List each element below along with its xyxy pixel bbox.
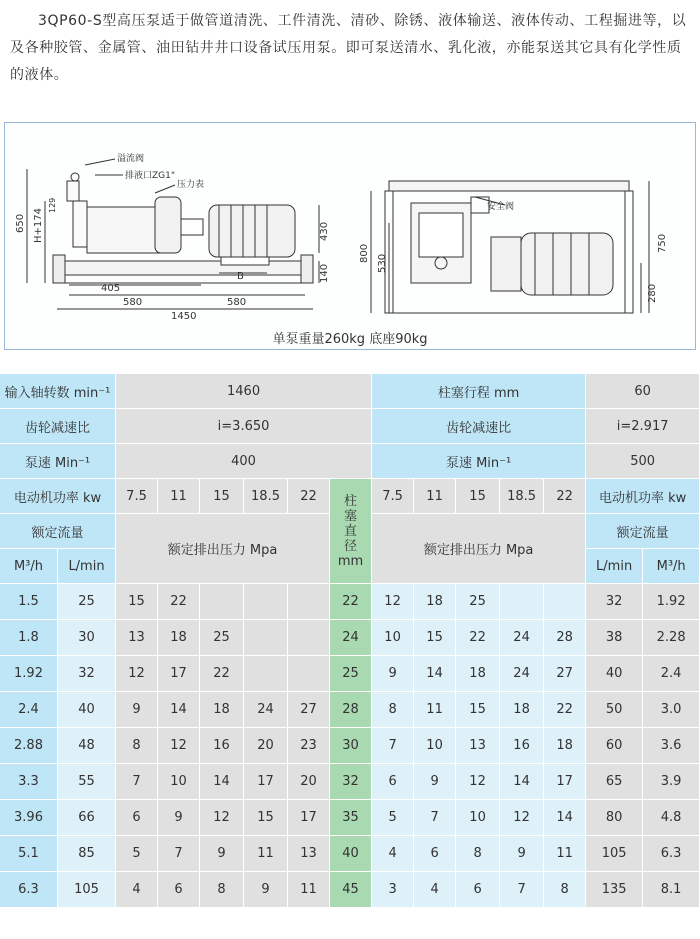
pressure-left: 10 (158, 764, 200, 800)
pressure-left (288, 656, 330, 692)
left-value: 1460 (116, 374, 372, 409)
flow-m3h-left: 1.8 (0, 620, 58, 656)
pressure-right: 9 (372, 656, 414, 692)
plunger-diameter: 32 (330, 764, 372, 800)
pressure-left: 7 (116, 764, 158, 800)
pump-drawing (4, 122, 696, 350)
table-row (0, 800, 700, 836)
power-value: 22 (288, 479, 330, 514)
pressure-left: 18 (200, 692, 244, 728)
pressure-left: 9 (244, 872, 288, 908)
pressure-left: 17 (158, 656, 200, 692)
pressure-left (244, 620, 288, 656)
left-value: i=3.650 (116, 409, 372, 444)
plunger-char: 直 (344, 523, 358, 539)
right-label: 柱塞行程 mm (372, 374, 586, 409)
pressure-right: 24 (500, 656, 544, 692)
rated-flow-left: 额定流量 (0, 514, 116, 549)
pressure-left: 6 (116, 800, 158, 836)
pressure-right: 10 (456, 800, 500, 836)
flow-lmin-right: 65 (586, 764, 643, 800)
left-label: 齿轮减速比 (0, 409, 116, 444)
plunger-diameter: 30 (330, 728, 372, 764)
pressure-right: 7 (372, 728, 414, 764)
pressure-left: 27 (288, 692, 330, 728)
flow-m3h-right: 2.28 (643, 620, 700, 656)
pressure-left: 18 (158, 620, 200, 656)
flow-m3h-left: 3.96 (0, 800, 58, 836)
flow-lmin-left: 32 (58, 656, 116, 692)
dim-129: 129 (48, 197, 57, 213)
pressure-right: 10 (414, 728, 456, 764)
pressure-right: 24 (500, 620, 544, 656)
table-row (0, 620, 700, 656)
power-value: 11 (158, 479, 200, 514)
pressure-left (244, 584, 288, 620)
pressure-left: 13 (116, 620, 158, 656)
header-row-pump-speed (0, 444, 700, 479)
pressure-left: 25 (200, 620, 244, 656)
header-row-ratio (0, 409, 700, 444)
plunger-diameter: 28 (330, 692, 372, 728)
pressure-left (288, 620, 330, 656)
label-safety-valve: 安全阀 (487, 202, 515, 212)
power-label-right: 电动机功率 kw (586, 479, 700, 514)
pressure-right: 18 (544, 728, 586, 764)
table-row (0, 656, 700, 692)
drawing-caption: 单泵重量260kg 底座90kg (272, 332, 428, 347)
plunger-char: mm (337, 553, 364, 569)
pressure-right: 8 (372, 692, 414, 728)
flow-m3h-right: 3.9 (643, 764, 700, 800)
dim-530: 530 (377, 253, 388, 273)
flow-lmin-right: 105 (586, 836, 643, 872)
dim-430: 430 (319, 221, 330, 241)
pressure-left (244, 656, 288, 692)
pressure-right: 6 (456, 872, 500, 908)
intro-paragraph: 3QP60-S型高压泵适于做管道清洗、工件清洗、清砂、除锈、液体输送、液体传动、工程掘进等，以及各种胶管、金属管、油田钻井井口设备试压用泵。即可泵送清水、乳化液，亦能泵送其它具有化学性质的液体。 (10, 13, 687, 83)
pressure-right: 16 (500, 728, 544, 764)
table-row (0, 584, 700, 620)
dim-750: 750 (657, 233, 668, 253)
pressure-left: 17 (288, 800, 330, 836)
pressure-right: 14 (414, 656, 456, 692)
plunger-diameter: 22 (330, 584, 372, 620)
dim-405: 405 (101, 283, 121, 294)
right-value: 60 (586, 374, 700, 409)
dim-580-right: 580 (227, 297, 247, 308)
pressure-left: 20 (244, 728, 288, 764)
plunger-diameter: 24 (330, 620, 372, 656)
rated-pressure-right: 额定排出压力 Mpa (372, 514, 586, 584)
pressure-right: 15 (414, 620, 456, 656)
flow-m3h-right: 3.0 (643, 692, 700, 728)
table-row (0, 692, 700, 728)
rated-flow-right: 额定流量 (586, 514, 700, 549)
pressure-right: 4 (414, 872, 456, 908)
flow-lmin-left: 40 (58, 692, 116, 728)
right-label: 泵速 Min⁻¹ (372, 444, 586, 479)
pressure-left: 16 (200, 728, 244, 764)
flow-lmin-right: 32 (586, 584, 643, 620)
flow-m3h-left: 6.3 (0, 872, 58, 908)
flow-lmin-left: 55 (58, 764, 116, 800)
pressure-right: 8 (544, 872, 586, 908)
pressure-right: 11 (414, 692, 456, 728)
pressure-right: 7 (414, 800, 456, 836)
left-label: 输入轴转数 min⁻¹ (0, 374, 116, 409)
flow-lmin-left: 105 (58, 872, 116, 908)
pressure-right: 11 (544, 836, 586, 872)
pressure-right: 7 (500, 872, 544, 908)
pressure-right: 9 (500, 836, 544, 872)
flow-m3h-right: 1.92 (643, 584, 700, 620)
pressure-left: 22 (158, 584, 200, 620)
pressure-left: 7 (158, 836, 200, 872)
pressure-left: 6 (158, 872, 200, 908)
pressure-right: 18 (414, 584, 456, 620)
pressure-left: 12 (158, 728, 200, 764)
unit-lmin: L/min (586, 549, 643, 584)
plunger-diameter: 35 (330, 800, 372, 836)
pressure-left: 9 (158, 800, 200, 836)
pressure-left (200, 584, 244, 620)
flow-m3h-left: 2.88 (0, 728, 58, 764)
pressure-right: 22 (544, 692, 586, 728)
flow-m3h-left: 3.3 (0, 764, 58, 800)
power-value: 18.5 (244, 479, 288, 514)
pressure-right: 17 (544, 764, 586, 800)
power-value: 15 (200, 479, 244, 514)
pressure-right: 14 (500, 764, 544, 800)
pressure-left: 9 (200, 836, 244, 872)
left-label: 泵速 Min⁻¹ (0, 444, 116, 479)
dim-h174: H+174 (33, 208, 44, 243)
flow-m3h-right: 6.3 (643, 836, 700, 872)
label-outlet: 排液口ZG1" (125, 171, 176, 181)
pressure-left: 11 (244, 836, 288, 872)
plunger-diameter-header (330, 479, 372, 584)
dim-800: 800 (359, 243, 370, 263)
power-value: 7.5 (372, 479, 414, 514)
flow-lmin-left: 66 (58, 800, 116, 836)
dim-280: 280 (647, 283, 658, 303)
power-value: 15 (456, 479, 500, 514)
table-row (0, 872, 700, 908)
pressure-left: 23 (288, 728, 330, 764)
pressure-left: 24 (244, 692, 288, 728)
flow-lmin-left: 30 (58, 620, 116, 656)
drawing-svg (5, 123, 695, 323)
pressure-right (544, 584, 586, 620)
plunger-char: 塞 (344, 508, 358, 524)
flow-lmin-right: 135 (586, 872, 643, 908)
pressure-left: 12 (116, 656, 158, 692)
right-label: 齿轮减速比 (372, 409, 586, 444)
pressure-right: 12 (456, 764, 500, 800)
flow-lmin-left: 48 (58, 728, 116, 764)
pressure-left: 8 (116, 728, 158, 764)
pressure-right: 4 (372, 836, 414, 872)
rated-pressure-left: 额定排出压力 Mpa (116, 514, 330, 584)
pressure-right: 22 (456, 620, 500, 656)
pressure-right: 28 (544, 620, 586, 656)
dim-580-left: 580 (123, 297, 143, 308)
flow-lmin-left: 25 (58, 584, 116, 620)
flow-lmin-right: 50 (586, 692, 643, 728)
pressure-right: 6 (372, 764, 414, 800)
pressure-left (288, 584, 330, 620)
pressure-left: 15 (116, 584, 158, 620)
pressure-right: 27 (544, 656, 586, 692)
pressure-right: 8 (456, 836, 500, 872)
plunger-diameter: 40 (330, 836, 372, 872)
dim-650: 650 (15, 213, 26, 233)
flow-m3h-left: 2.4 (0, 692, 58, 728)
unit-m3h: M³/h (643, 549, 700, 584)
power-value: 11 (414, 479, 456, 514)
flow-lmin-right: 60 (586, 728, 643, 764)
flow-m3h-right: 2.4 (643, 656, 700, 692)
label-overflow-valve: 溢流阀 (117, 154, 145, 164)
table-row (0, 728, 700, 764)
flow-lmin-right: 40 (586, 656, 643, 692)
pressure-left: 14 (200, 764, 244, 800)
pressure-right: 18 (500, 692, 544, 728)
flow-lmin-left: 85 (58, 836, 116, 872)
power-value: 7.5 (116, 479, 158, 514)
flow-lmin-right: 38 (586, 620, 643, 656)
spec-table (0, 374, 700, 908)
pressure-right: 15 (456, 692, 500, 728)
pressure-right: 18 (456, 656, 500, 692)
label-pressure-gauge: 压力表 (177, 180, 205, 190)
pressure-right: 6 (414, 836, 456, 872)
plunger-char: 径 (344, 538, 358, 554)
plunger-diameter: 45 (330, 872, 372, 908)
pressure-right (500, 584, 544, 620)
pressure-right: 12 (372, 584, 414, 620)
dim-b: B (237, 271, 244, 282)
flow-lmin-right: 80 (586, 800, 643, 836)
power-label-left: 电动机功率 kw (0, 479, 116, 514)
pressure-left: 5 (116, 836, 158, 872)
table-row (0, 836, 700, 872)
flow-m3h-left: 5.1 (0, 836, 58, 872)
dim-140: 140 (319, 263, 330, 283)
unit-m3h: M³/h (0, 549, 58, 584)
pressure-right: 12 (500, 800, 544, 836)
header-row-speed (0, 374, 700, 409)
flow-m3h-right: 3.6 (643, 728, 700, 764)
right-value: 500 (586, 444, 700, 479)
unit-lmin: L/min (58, 549, 116, 584)
pressure-right: 10 (372, 620, 414, 656)
pressure-left: 8 (200, 872, 244, 908)
pressure-left: 9 (116, 692, 158, 728)
pressure-left: 14 (158, 692, 200, 728)
pressure-left: 20 (288, 764, 330, 800)
right-value: i=2.917 (586, 409, 700, 444)
power-value: 22 (544, 479, 586, 514)
flow-m3h-right: 8.1 (643, 872, 700, 908)
left-value: 400 (116, 444, 372, 479)
pressure-left: 15 (244, 800, 288, 836)
power-value: 18.5 (500, 479, 544, 514)
pressure-right: 13 (456, 728, 500, 764)
flow-m3h-left: 1.5 (0, 584, 58, 620)
pressure-right: 25 (456, 584, 500, 620)
dim-1450: 1450 (171, 311, 197, 322)
pressure-left: 4 (116, 872, 158, 908)
pressure-right: 5 (372, 800, 414, 836)
table-row (0, 764, 700, 800)
pressure-right: 14 (544, 800, 586, 836)
plunger-char: 柱 (344, 493, 358, 509)
pressure-left: 12 (200, 800, 244, 836)
flow-m3h-left: 1.92 (0, 656, 58, 692)
pressure-left: 13 (288, 836, 330, 872)
power-row (0, 479, 700, 514)
pressure-left: 17 (244, 764, 288, 800)
flow-m3h-right: 4.8 (643, 800, 700, 836)
pressure-right: 9 (414, 764, 456, 800)
plunger-diameter: 25 (330, 656, 372, 692)
pressure-right: 3 (372, 872, 414, 908)
pressure-left: 11 (288, 872, 330, 908)
pressure-left: 22 (200, 656, 244, 692)
